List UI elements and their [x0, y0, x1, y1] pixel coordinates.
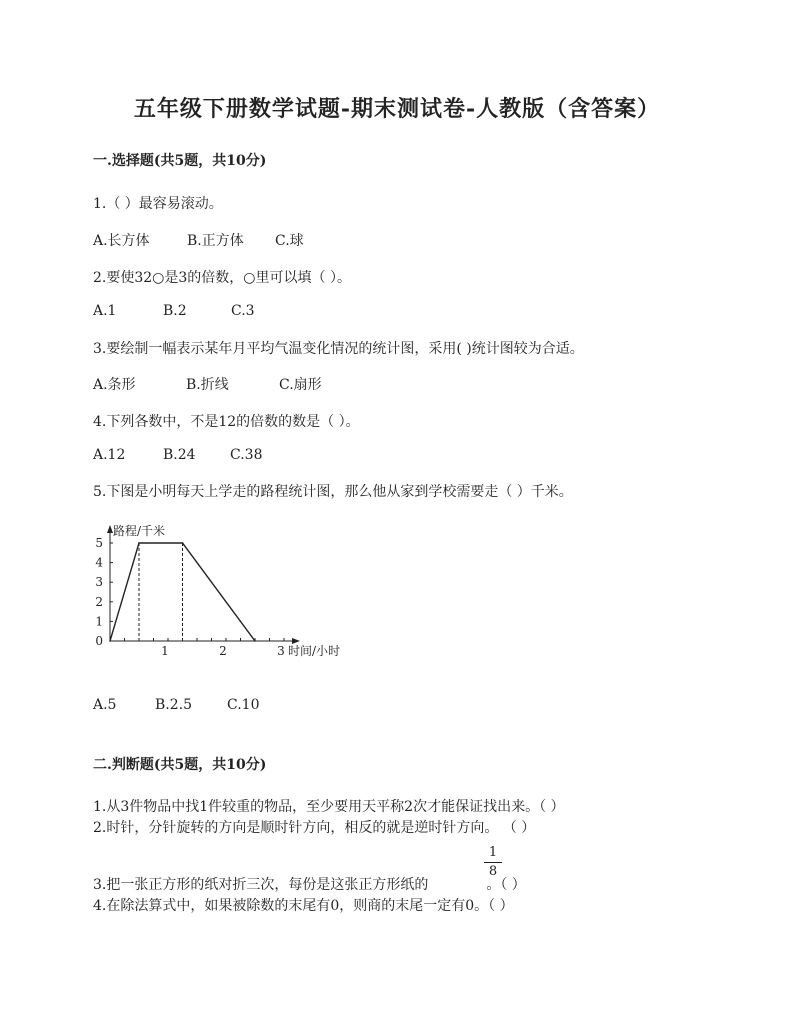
question-4-options [93, 447, 262, 463]
x-tick-label: 1 [161, 644, 169, 658]
option-a: A.条形 [93, 377, 136, 393]
y-tick-label: 1 [95, 614, 103, 629]
option-c: C.扇形 [279, 377, 322, 393]
data-point [138, 542, 140, 544]
judge-question-3-tail: 。（ ） [486, 877, 526, 893]
data-point [254, 640, 256, 642]
section-1-heading: 一.选择题(共5题，共10分) [93, 153, 267, 169]
judge-question-3-text: 3.把一张正方形的纸对折三次，每份是这张正方形纸的 [93, 877, 429, 893]
option-a: A.长方体 [93, 233, 150, 249]
y-tick-label: 0 [95, 634, 103, 648]
fraction-numerator: 1 [488, 845, 498, 860]
option-c: C.38 [230, 447, 263, 463]
option-b: B.2.5 [155, 697, 193, 713]
y-tick-label: 5 [95, 536, 103, 550]
judge-question-3 [93, 874, 526, 894]
question-3-options [93, 374, 322, 394]
judge-question-2: 2.时针，分针旋转的方向是顺时针方向，相反的就是逆时针方向。 （ ） [93, 820, 536, 836]
option-c: C.球 [275, 233, 304, 249]
fraction-denominator: 8 [488, 864, 498, 879]
x-tick-label: 3 [277, 644, 285, 658]
question-5-options [93, 697, 259, 713]
question-2: 2.要使32○是3的倍数，○里可以填（ ）。 [93, 270, 351, 286]
data-point [182, 542, 184, 544]
question-1: 1.（ ）最容易滚动。 [93, 196, 223, 212]
option-b: B.折线 [186, 377, 229, 393]
option-a: A.5 [93, 697, 117, 713]
distance-time-chart [93, 518, 368, 667]
section-2-heading: 二.判断题(共5题，共10分) [93, 757, 267, 773]
option-c: C.10 [227, 697, 260, 713]
question-4: 4.下列各数中，不是12的倍数的数是（ ）。 [93, 414, 360, 430]
x-axis-title: 时间/小时 [288, 644, 341, 658]
question-3: 3.要绘制一幅表示某年月平均气温变化情况的统计图，采用( )统计图较为合适。 [93, 341, 584, 357]
x-tick-label: 2 [219, 644, 227, 658]
option-a: A.1 [93, 303, 117, 319]
option-a: A.12 [93, 447, 126, 463]
question-1-options [93, 230, 304, 250]
option-b: B.正方体 [187, 233, 244, 249]
judge-question-1: 1.从3件物品中找1件较重的物品，至少要用天平称2次才能保证找出来。（ ） [93, 799, 565, 815]
option-b: B.24 [163, 447, 196, 463]
fraction-bar [484, 862, 502, 863]
y-tick-label: 4 [95, 555, 103, 570]
option-c: C.3 [231, 303, 255, 319]
y-axis-title: 路程/千米 [113, 524, 166, 538]
data-point [109, 640, 111, 642]
y-tick-label: 3 [95, 575, 103, 590]
y-tick-label: 2 [95, 594, 103, 609]
page-title: 五年级下册数学试题-期末测试卷-人教版（含答案） [133, 96, 661, 122]
question-2-options [93, 303, 255, 319]
option-b: B.2 [163, 303, 187, 319]
distance-line [110, 543, 255, 641]
question-5: 5.下图是小明每天上学走的路程统计图，那么他从家到学校需要走（ ）千米。 [93, 484, 573, 500]
judge-question-4: 4.在除法算式中，如果被除数的末尾有0，则商的末尾一定有0。（ ） [93, 898, 514, 914]
chart-svg [93, 518, 368, 663]
